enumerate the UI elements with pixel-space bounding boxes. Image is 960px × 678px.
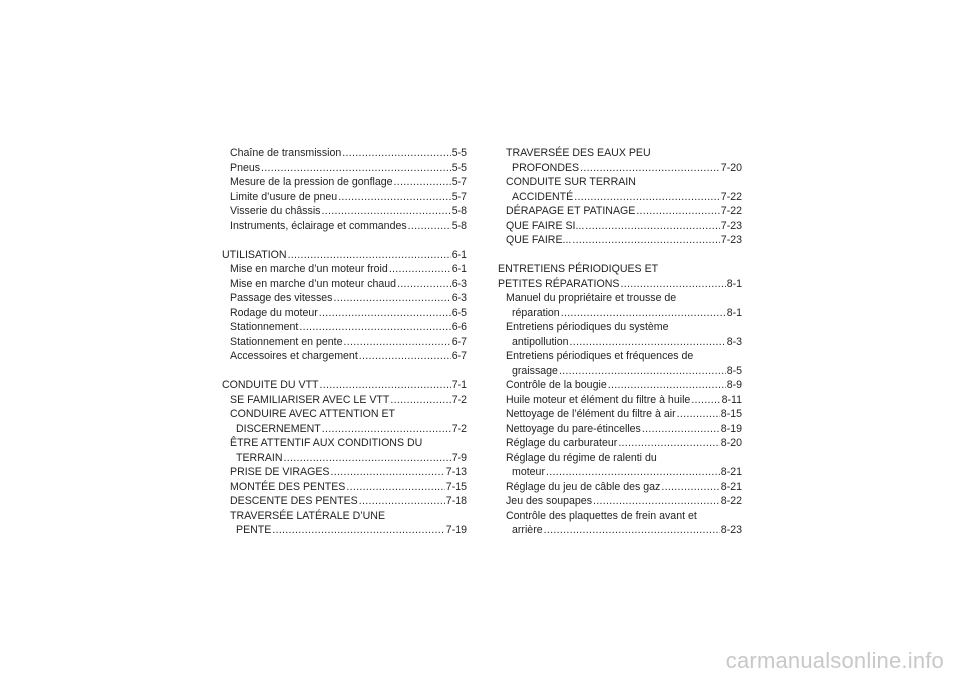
toc-page-number: 8-19	[720, 422, 742, 435]
toc-heading-line: TRAVERSÉE LATÉRALE D’UNE	[230, 509, 386, 522]
toc-entry[interactable]	[498, 465, 742, 480]
toc-entry-title: Nettoyage du pare-étincelles	[506, 422, 641, 435]
toc-page-number: 7-2	[451, 422, 467, 435]
toc-entry-title: UTILISATION	[222, 248, 287, 261]
toc-heading-line: CONDUIRE AVEC ATTENTION ET	[230, 408, 396, 420]
dot-leader	[661, 480, 719, 495]
toc-page-number: 8-21	[720, 480, 742, 493]
toc-page-number: 6-7	[451, 350, 467, 362]
dot-leader	[593, 494, 720, 509]
toc-heading-line: Réglage du régime de ralenti du	[506, 451, 657, 464]
toc-entry[interactable]	[498, 393, 742, 408]
dot-leader	[572, 233, 719, 248]
toc-entry-title: Limite d’usure de pneu	[230, 190, 338, 203]
toc-entry-title: DISCERNEMENT	[236, 422, 321, 435]
toc-page-number: 5-7	[451, 176, 467, 188]
toc-entry[interactable]	[498, 494, 742, 509]
dot-leader	[636, 204, 719, 219]
toc-page-number: 5-7	[451, 190, 467, 203]
toc-entry-title: moteur	[512, 466, 545, 478]
toc-heading-line: Contrôle des plaquettes de frein avant et	[506, 509, 697, 522]
toc-page-number: 7-23	[720, 234, 742, 246]
dot-leader	[322, 422, 451, 437]
toc-entry[interactable]	[222, 378, 467, 393]
toc-entry[interactable]	[222, 306, 467, 321]
toc-entry-title: graissage	[512, 364, 558, 377]
toc-page-number: 6-5	[451, 306, 467, 319]
toc-page-number: 6-3	[451, 292, 467, 304]
toc-entry[interactable]	[222, 494, 467, 509]
toc-page-number: 8-22	[720, 495, 742, 507]
toc-entry[interactable]	[222, 422, 467, 437]
toc-entry-title: SE FAMILIARISER AVEC LE VTT	[230, 393, 390, 406]
dot-leader	[620, 277, 725, 292]
toc-entry[interactable]	[222, 204, 467, 219]
dot-leader	[319, 306, 451, 321]
toc-entry[interactable]	[498, 523, 742, 538]
toc-entry-title: Mesure de la pression de gonflage	[230, 176, 393, 188]
toc-page-number: 6-3	[451, 277, 467, 290]
toc-page-number: 6-1	[451, 248, 467, 261]
toc-heading-line: TRAVERSÉE DES EAUX PEU	[506, 147, 651, 159]
dot-leader	[320, 378, 451, 393]
toc-entry[interactable]	[222, 320, 467, 335]
toc-entry[interactable]	[498, 219, 742, 234]
toc-page-number: 8-3	[726, 335, 742, 348]
dot-leader	[544, 523, 720, 538]
toc-entry[interactable]	[498, 422, 742, 437]
toc-entry-title: Instruments, éclairage et commandes	[230, 219, 407, 232]
toc-entry-title: Chaîne de transmission	[230, 147, 342, 159]
toc-page-number: 7-15	[445, 480, 467, 493]
dot-leader	[284, 451, 451, 466]
dot-leader	[338, 190, 451, 205]
toc-entry-title: Réglage du jeu de câble des gaz	[506, 480, 661, 493]
toc-entry-title: Accessoires et chargement	[230, 350, 358, 362]
toc-heading-line: Entretiens périodiques et fréquences de	[506, 350, 694, 362]
toc-page-number: 5-8	[451, 219, 467, 232]
toc-page-number: 7-2	[451, 393, 467, 406]
toc-entry-title: CONDUITE DU VTT	[222, 379, 319, 391]
toc-entry[interactable]	[498, 436, 742, 451]
dot-leader	[546, 465, 720, 480]
toc-entry-title: PRISE DE VIRAGES	[230, 466, 330, 478]
toc-entry[interactable]	[222, 219, 467, 234]
toc-entry[interactable]	[498, 161, 742, 176]
toc-entry-title: ACCIDENTÉ	[512, 190, 574, 203]
dot-leader	[642, 422, 720, 437]
toc-page-number: 5-5	[451, 161, 467, 174]
toc-entry[interactable]	[222, 161, 467, 176]
toc-entry[interactable]	[498, 480, 742, 495]
dot-leader	[585, 219, 720, 234]
toc-page-number: 8-1	[726, 306, 742, 319]
toc-entry[interactable]	[222, 248, 467, 263]
toc-entry-title: MONTÉE DES PENTES	[230, 480, 346, 493]
dot-leader	[333, 291, 450, 306]
toc-page-number: 8-5	[726, 364, 742, 377]
dot-leader	[299, 320, 450, 335]
toc-page-number: 8-21	[720, 466, 742, 478]
dot-leader	[561, 306, 726, 321]
toc-spacer	[222, 233, 467, 248]
toc-page-number: 8-9	[726, 379, 742, 391]
dot-leader	[574, 190, 720, 205]
toc-entry-title: Stationnement	[230, 321, 299, 333]
toc-entry-title: DÉRAPAGE ET PATINAGE	[506, 205, 636, 217]
toc-entry-title: Stationnement en pente	[230, 335, 343, 348]
toc-entry-title: TERRAIN	[236, 451, 283, 464]
toc-page-number: 7-9	[451, 451, 467, 464]
toc-entry-title: réparation	[512, 306, 560, 319]
toc-entry[interactable]	[222, 277, 467, 292]
toc-entry[interactable]	[222, 393, 467, 408]
toc-entry[interactable]	[498, 204, 742, 219]
toc-entry[interactable]	[498, 335, 742, 350]
toc-page-number: 7-20	[720, 161, 742, 174]
toc-entry[interactable]	[222, 146, 467, 161]
dot-leader	[331, 465, 445, 480]
dot-leader	[389, 262, 451, 277]
toc-entry-title: Mise en marche d’un moteur chaud	[230, 277, 397, 290]
dot-leader	[261, 161, 451, 176]
dot-leader	[570, 335, 726, 350]
toc-entry[interactable]	[498, 233, 742, 248]
toc-entry-title: QUE FAIRE...	[506, 234, 572, 246]
toc-entry-title: QUE FAIRE SI...	[506, 219, 585, 232]
toc-entry[interactable]	[498, 364, 742, 379]
toc-page-number: 6-1	[451, 263, 467, 275]
dot-leader	[677, 407, 720, 422]
toc-page-number: 8-20	[720, 437, 742, 449]
toc-entry-title: PENTE	[236, 524, 272, 536]
dot-leader	[359, 349, 451, 364]
toc-entry[interactable]	[222, 465, 467, 480]
toc-entry-title: arrière	[512, 524, 543, 536]
toc-entry[interactable]	[222, 190, 467, 205]
dot-leader	[580, 161, 720, 176]
toc-entry[interactable]	[222, 291, 467, 306]
toc-page-number: 7-23	[720, 219, 742, 232]
toc-entry-title: PROFONDES	[512, 161, 580, 174]
toc-entry-title: Huile moteur et élément du filtre à huile	[506, 393, 691, 406]
toc-page-number: 7-13	[445, 466, 467, 478]
toc-entry-title: Visserie du châssis	[230, 205, 321, 217]
dot-leader	[288, 248, 451, 263]
toc-page-number: 6-7	[451, 335, 467, 348]
dot-leader	[397, 277, 451, 292]
toc-entry[interactable]	[498, 306, 742, 321]
toc-heading-line: ÊTRE ATTENTIF AUX CONDITIONS DU	[230, 437, 423, 449]
toc-entry-title: Jeu des soupapes	[506, 495, 592, 507]
toc-page-number: 7-22	[720, 205, 742, 217]
dot-leader	[394, 175, 451, 190]
toc-entry-title: Réglage du carburateur	[506, 437, 618, 449]
toc-entry[interactable]	[498, 407, 742, 422]
toc-entry[interactable]	[222, 349, 467, 364]
toc-left-column	[222, 146, 467, 538]
dot-leader	[342, 146, 450, 161]
dot-leader	[408, 219, 451, 234]
toc-entry[interactable]	[498, 277, 742, 292]
toc-entry-title: Passage des vitesses	[230, 292, 333, 304]
toc-spacer	[498, 248, 742, 263]
dot-leader	[272, 523, 444, 538]
toc-page-number: 5-5	[451, 147, 467, 159]
toc-entry[interactable]	[222, 262, 467, 277]
toc-heading-line: CONDUITE SUR TERRAIN	[506, 176, 636, 188]
dot-leader	[618, 436, 719, 451]
toc-entry-title: Pneus	[230, 161, 261, 174]
watermark: carmanualsonline.info	[725, 648, 944, 673]
toc-entry[interactable]	[222, 523, 467, 538]
dot-leader	[691, 393, 720, 408]
toc-entry[interactable]	[498, 190, 742, 205]
toc-page-number: 7-22	[720, 190, 742, 203]
toc-page-number: 7-1	[451, 379, 467, 391]
toc-page-number: 8-15	[720, 408, 742, 420]
toc-page-number: 8-1	[726, 277, 742, 290]
toc-entry[interactable]	[222, 480, 467, 495]
toc-spacer	[222, 364, 467, 379]
dot-leader	[346, 480, 444, 495]
toc-heading-line: ENTRETIENS PÉRIODIQUES ET	[498, 263, 659, 275]
dot-leader	[344, 335, 451, 350]
dot-leader	[321, 204, 450, 219]
toc-page-number: 5-8	[451, 205, 467, 217]
dot-leader	[559, 364, 726, 379]
toc-entry[interactable]	[498, 378, 742, 393]
toc-right-column	[498, 146, 742, 538]
toc-page-number: 7-18	[445, 495, 467, 507]
toc-heading-line: Entretiens périodiques du système	[506, 321, 669, 333]
toc-entry[interactable]	[222, 175, 467, 190]
dot-leader	[359, 494, 445, 509]
dot-leader	[390, 393, 450, 408]
toc-entry-title: Nettoyage de l’élément du filtre à air	[506, 408, 676, 420]
toc-entry-title: Mise en marche d’un moteur froid	[230, 263, 388, 275]
toc-page-number: 8-11	[721, 393, 742, 406]
toc-entry-title: PETITES RÉPARATIONS	[498, 277, 620, 290]
toc-entry-title: Contrôle de la bougie	[506, 379, 607, 391]
toc-entry-title: Rodage du moteur	[230, 306, 318, 319]
toc-entry[interactable]	[222, 335, 467, 350]
toc-entry-title: antipollution	[512, 335, 569, 348]
toc-heading-line: Manuel du propriétaire et trousse de	[506, 292, 677, 304]
toc-entry-title: DESCENTE DES PENTES	[230, 495, 358, 507]
toc-page-number: 8-23	[720, 524, 742, 536]
toc-page-number: 6-6	[451, 321, 467, 333]
dot-leader	[608, 378, 726, 393]
toc-entry[interactable]	[222, 451, 467, 466]
toc-page-number: 7-19	[445, 524, 467, 536]
